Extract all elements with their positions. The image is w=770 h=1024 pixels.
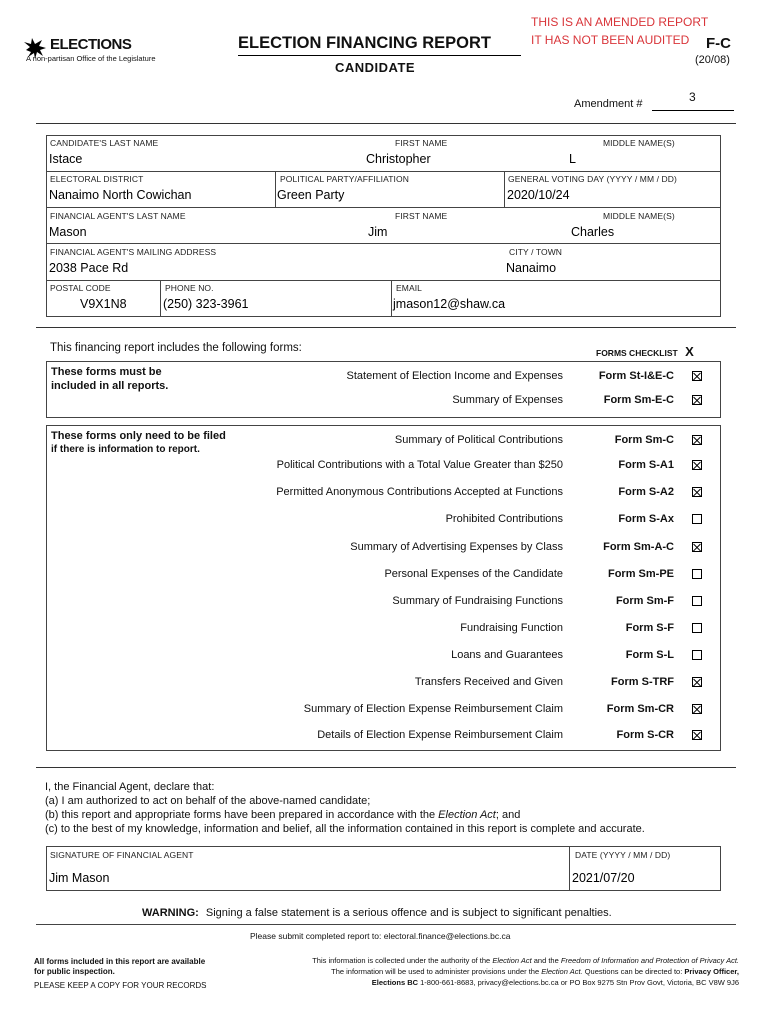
form-row-label: Details of Election Expense Reimbursement Claim [317, 729, 563, 741]
form-row-code: Form St-I&E-C [598, 370, 674, 382]
form-checkbox[interactable] [692, 435, 702, 445]
agent-first-name-label: FIRST NAME [395, 211, 448, 221]
privacy-1-pre: This information is collected under the authority of the [312, 956, 493, 965]
voting-day-label: GENERAL VOTING DAY (YYYY / MM / DD) [508, 174, 677, 184]
required-forms-note: These forms must be included in all reports. [51, 366, 169, 392]
privacy-2-officer: Privacy Officer, [684, 967, 739, 976]
privacy-2-post: Questions can be directed to: [582, 967, 685, 976]
section-divider-2 [36, 767, 736, 768]
form-checkbox[interactable] [692, 677, 702, 687]
keep-copy: PLEASE KEEP A COPY FOR YOUR RECORDS [34, 981, 207, 990]
logo-subtitle: A non-partisan Office of the Legislature [26, 54, 156, 63]
form-row-code: Form S-A2 [618, 486, 674, 498]
form-row-code: Form S-L [625, 649, 674, 661]
form-row-code: Form S-F [625, 622, 674, 634]
agent-last-name-label: FINANCIAL AGENT'S LAST NAME [50, 211, 186, 221]
form-code: F-C [706, 35, 731, 52]
declaration-intro: I, the Financial Agent, declare that: [45, 781, 215, 793]
form-row-code: Form Sm-A-C [603, 541, 674, 553]
email-label: EMAIL [396, 283, 423, 293]
signature-date-divider [569, 846, 570, 891]
amendment-underline [652, 110, 734, 111]
public-inspection-2: for public inspection. [34, 967, 115, 976]
form-row-code: Form Sm-F [615, 595, 674, 607]
title-rule [238, 55, 521, 56]
form-row-label: Transfers Received and Given [414, 676, 563, 688]
form-row-label: Statement of Election Income and Expenses [346, 370, 563, 382]
candidate-middle[interactable]: L [569, 152, 576, 166]
declaration-b [45, 809, 520, 821]
privacy-line-3 [372, 978, 739, 987]
candidate-middle-label: MIDDLE NAME(S) [603, 138, 675, 148]
postal-code[interactable]: V9X1N8 [80, 297, 127, 311]
candidate-first-name-label: FIRST NAME [395, 138, 448, 148]
agent-middle[interactable]: Charles [571, 225, 615, 239]
optional-forms-note-rest: if there is information to report. [51, 444, 200, 455]
date-label: DATE (YYYY / MM / DD) [575, 850, 671, 860]
grid-col-voting [504, 171, 505, 207]
agent-city-label: CITY / TOWN [509, 247, 563, 257]
grid-col-email [391, 280, 392, 317]
form-row-code: Form Sm-CR [606, 703, 674, 715]
candidate-last-name[interactable]: Istace [49, 152, 83, 166]
signature-value[interactable]: Jim Mason [49, 871, 110, 885]
agent-address-label: FINANCIAL AGENT'S MAILING ADDRESS [50, 247, 217, 257]
amended-notice-1: THIS IS AN AMENDED REPORT [531, 15, 709, 29]
form-row-code: Form Sm-E-C [603, 394, 674, 406]
form-row-label: Loans and Guarantees [451, 649, 563, 661]
grid-rule-3 [46, 243, 721, 244]
form-row-label: Prohibited Contributions [445, 513, 563, 525]
form-row-code: Form S-Ax [618, 513, 674, 525]
warning-line [142, 907, 612, 919]
public-inspection-1: All forms included in this report are available [34, 957, 206, 966]
submit-instructions: Please submit completed report to: electoral.finance@elections.bc.ca [250, 931, 511, 941]
header-divider [36, 123, 736, 124]
logo-text: ELECTIONS [50, 36, 132, 53]
voting-day-value[interactable]: 2020/10/24 [507, 188, 570, 202]
form-row-code: Form Sm-PE [607, 568, 674, 580]
privacy-1-mid: and the [531, 956, 561, 965]
privacy-3-rest: 1-800-661-8683, privacy@elections.bc.ca or PO Box 9275 Stn Prov Govt, Victoria, BC V8W 9J6 [418, 978, 739, 987]
grid-rule-2 [46, 207, 721, 208]
privacy-line-1 [312, 956, 739, 965]
form-row-label: Summary of Expenses [452, 394, 563, 406]
form-row-code: Form S-TRF [611, 676, 674, 688]
section-divider-1 [36, 327, 736, 328]
checklist-mark: X [685, 344, 694, 359]
warning-text: Signing a false statement is a serious offence and is subject to significant penalties. [205, 907, 612, 919]
phone-label: PHONE NO. [165, 283, 214, 293]
privacy-2-act: Election Act. [541, 967, 583, 976]
warning-divider [36, 924, 736, 925]
report-title: ELECTION FINANCING REPORT [238, 34, 492, 52]
signature-label: SIGNATURE OF FINANCIAL AGENT [50, 850, 194, 860]
grid-col-phone [160, 280, 161, 317]
form-row-label: Permitted Anonymous Contributions Accepted at Functions [276, 486, 563, 498]
amendment-label: Amendment # [574, 98, 643, 110]
form-checkbox[interactable] [692, 514, 702, 524]
form-checkbox[interactable] [692, 650, 702, 660]
candidate-first-name[interactable]: Christopher [366, 152, 431, 166]
form-row-code: Form S-CR [616, 729, 674, 741]
report-subtitle: CANDIDATE [335, 60, 416, 75]
postal-code-label: POSTAL CODE [50, 283, 111, 293]
party-label: POLITICAL PARTY/AFFILIATION [280, 174, 409, 184]
form-checkbox[interactable] [692, 487, 702, 497]
amendment-number[interactable]: 3 [689, 90, 696, 104]
forms-intro: This financing report includes the following forms: [50, 342, 302, 354]
district-value[interactable]: Nanaimo North Cowichan [49, 188, 192, 202]
declaration-a: (a) I am authorized to act on behalf of the above-named candidate; [45, 795, 371, 807]
optional-forms-note-bold: These forms only need to be filed [51, 430, 226, 442]
candidate-last-name-label: CANDIDATE'S LAST NAME [50, 138, 159, 148]
form-checkbox[interactable] [692, 542, 702, 552]
agent-middle-label: MIDDLE NAME(S) [603, 211, 675, 221]
form-row-label: Summary of Political Contributions [394, 434, 563, 446]
date-value[interactable]: 2021/07/20 [572, 871, 635, 885]
privacy-2-pre: The information will be used to administer provisions under the [331, 967, 542, 976]
district-label: ELECTORAL DISTRICT [50, 174, 144, 184]
agent-first-name[interactable]: Jim [368, 225, 388, 239]
form-row-label: Personal Expenses of the Candidate [384, 568, 563, 580]
form-version: (20/08) [695, 54, 730, 66]
form-checkbox[interactable] [692, 460, 702, 470]
form-checkbox[interactable] [692, 730, 702, 740]
form-row-label: Summary of Election Expense Reimbursement Claim [303, 703, 563, 715]
party-value[interactable]: Green Party [277, 188, 345, 202]
form-checkbox[interactable] [692, 395, 702, 405]
privacy-3-bold: Elections BC [371, 978, 419, 987]
phone-value[interactable]: (250) 323-3961 [163, 297, 249, 311]
grid-rule-4 [46, 280, 721, 281]
warning-label: WARNING: [142, 907, 199, 919]
agent-city[interactable]: Nanaimo [506, 261, 557, 275]
declaration-c: (c) to the best of my knowledge, information and belief, all the information contained in this report is complete and accurate. [45, 823, 645, 835]
form-checkbox[interactable] [692, 371, 702, 381]
privacy-1-act2: Freedom of Information and Protection of Privacy Act. [560, 956, 739, 965]
checklist-label: FORMS CHECKLIST [596, 348, 678, 358]
form-checkbox[interactable] [692, 569, 702, 579]
form-checkbox[interactable] [692, 704, 702, 714]
privacy-line-2 [331, 967, 739, 976]
grid-rule-1 [46, 171, 721, 172]
privacy-1-act1: Election Act [492, 956, 532, 965]
form-row-label: Fundraising Function [460, 622, 563, 634]
declaration-b-act: Election Act [438, 809, 496, 821]
form-checkbox[interactable] [692, 596, 702, 606]
form-row-label: Political Contributions with a Total Value Greater than $250 [276, 459, 563, 471]
email-value[interactable]: jmason12@shaw.ca [393, 297, 506, 311]
form-row-code: Form Sm-C [614, 434, 674, 446]
agent-last-name[interactable]: Mason [49, 225, 87, 239]
declaration-b-post: ; and [495, 809, 521, 821]
form-row-label: Summary of Fundraising Functions [392, 595, 563, 607]
optional-forms-note [51, 429, 251, 457]
form-row-label: Summary of Advertising Expenses by Class [350, 541, 563, 553]
agent-address[interactable]: 2038 Pace Rd [49, 261, 129, 275]
grid-col-party [275, 171, 276, 207]
amended-notice-2: IT HAS NOT BEEN AUDITED [531, 33, 690, 47]
form-row-code: Form S-A1 [618, 459, 674, 471]
form-checkbox[interactable] [692, 623, 702, 633]
declaration-b-pre: (b) this report and appropriate forms have been prepared in accordance with the [45, 809, 439, 821]
checklist-header [596, 343, 694, 361]
